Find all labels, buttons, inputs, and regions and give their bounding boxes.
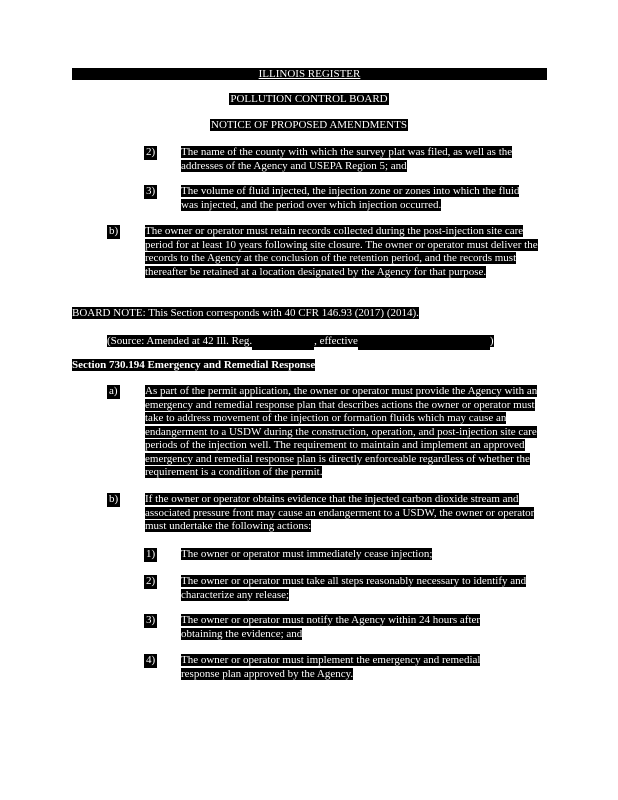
item-number: 1) [146,548,156,560]
item-number: b) [109,493,119,505]
item-number: 2) [146,575,156,587]
item-number: b) [109,225,119,237]
item-text: The volume of fluid injected, the injection zone or zones into which the fluid was injected, and the period over which injection occurred. [181,185,520,211]
item-number: 3) [146,185,156,197]
item-text: The owner or operator must retain records collected during the post-injection site care period for at least 10 years following site closure. The owner or operator must deliver the records to the Agency at the conclusion of the retention period, and the records must thereafter be retained at a location designated by the Agency for that purpose. [145,225,538,278]
item-text: As part of the permit application, the owner or operator must provide the Agency with an emergency and remedial response plan that describes actions the owner or operator must take to address movement of the injection or formation fluids which may cause an endangerment to a USDW during the construction, operation, and post-injection site care periods of the injection well. The requirement to maintain and implement an approved emergency and remedial response plan is directly enforceable regardless of whether the requirement is a condition of the permit. [145,385,538,478]
item-number: 2) [146,146,156,158]
section-title: Section 730.194 Emergency and Remedial Response [72,359,316,371]
item-number: 3) [146,614,156,626]
item-text: The name of the county with which the survey plat was filed, as well as the addresses of the Agency and USEPA Region 5; and [181,146,513,172]
source-line: (Source: Amended at 42 Ill. Reg. , effective ) [107,335,527,350]
item-text: The owner or operator must take all steps reasonably necessary to identify and characterize any release; [181,575,527,601]
board-note: BOARD NOTE: This Section corresponds with 40 CFR 146.93 (2017) (2014). [72,307,419,319]
item-text: If the owner or operator obtains evidence that the injected carbon dioxide stream and associated pressure front may cause an endangerment to a USDW, the owner or operator must undertake the following actions: [145,493,535,532]
item-text: The owner or operator must notify the Agency within 24 hours after obtaining the evidence; and [181,614,481,640]
notice-title: NOTICE OF PROPOSED AMENDMENTS [211,119,407,131]
board-title: POLLUTION CONTROL BOARD [230,93,388,105]
item-number: a) [109,385,118,397]
item-text: The owner or operator must implement the emergency and remedial response plan approved by the Agency. [181,654,481,680]
item-number: 4) [146,654,156,666]
item-text: The owner or operator must immediately cease injection; [181,548,433,560]
register-header: ILLINOIS REGISTER [72,68,547,80]
